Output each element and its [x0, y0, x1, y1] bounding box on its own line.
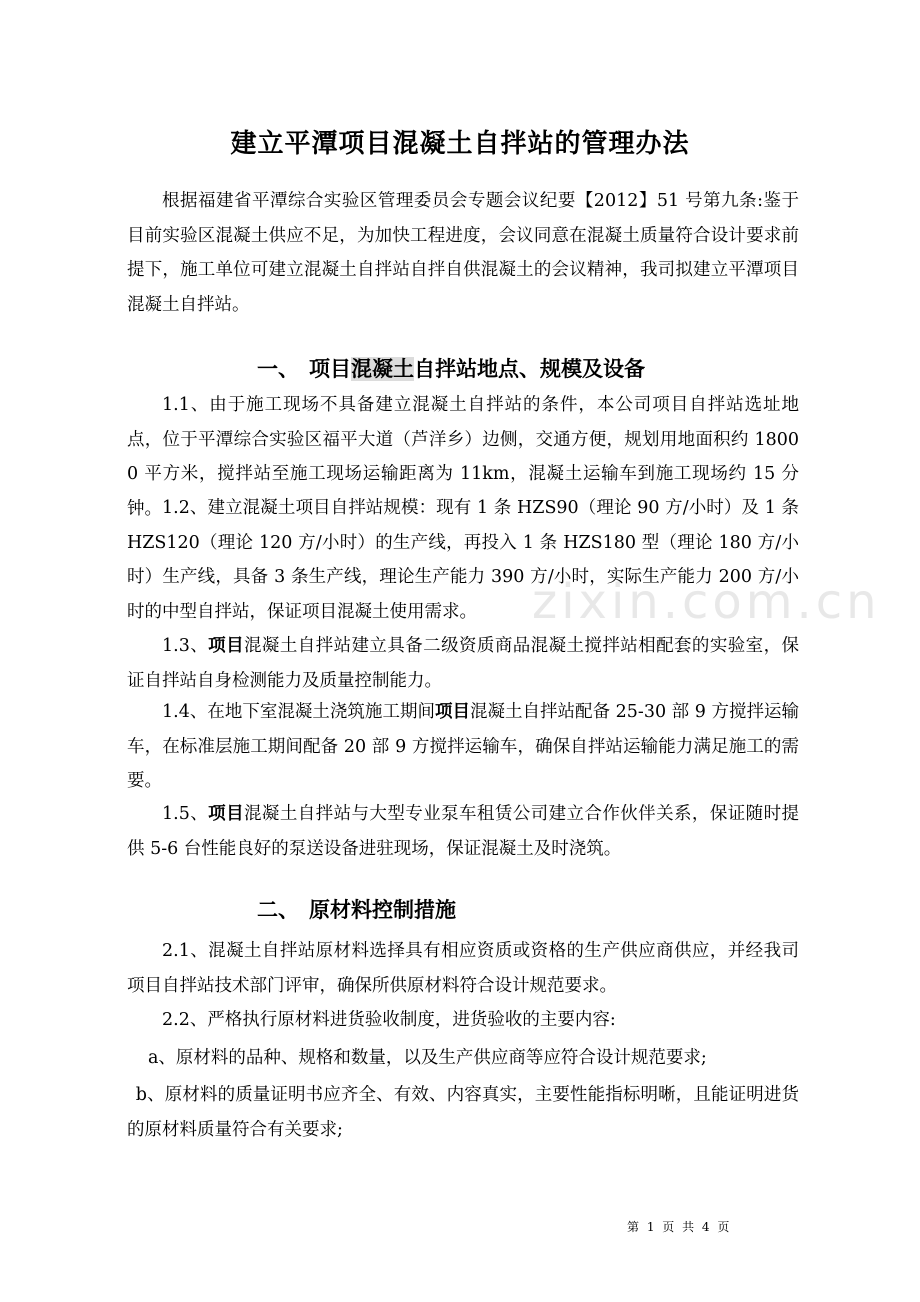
paragraph-2-1: 2.1、混凝土自拌站原材料选择具有相应资质或资格的生产供应商供应，并经我司项目自拌站技术部门评审，确保所供原材料符合设计规范要求。	[127, 941, 799, 996]
section-1-title-post: 自拌站地点、规模及设备	[414, 357, 645, 381]
section-1-title-highlight: 混凝土	[351, 357, 414, 381]
paragraph-2-2: 2.2、严格执行原材料进货验收制度，进货验收的主要内容:	[162, 1010, 616, 1030]
paragraph-1-4	[127, 695, 799, 799]
intro-paragraph: 根据福建省平潭综合实验区管理委员会专题会议纪要【2012】51 号第九条:鉴于目前实验区混凝土供应不足，为加快工程进度，会议同意在混凝土质量符合设计要求前提下，施工单位可建立混凝土自拌站自拌自供混凝土的会议精神，我司拟建立平潭项目混凝土自拌站。	[127, 191, 799, 315]
paragraph-1-4-pre: 1.4、在地下室混凝土浇筑施工期间	[162, 702, 435, 722]
paragraph-1-5-text: 混凝土自拌站与大型专业泵车租赁公司建立合作伙伴关系，保证随时提供 5-6 台性能良好的泵送设备进驻现场，保证混凝土及时浇筑。	[127, 804, 800, 859]
section-1-heading	[257, 352, 857, 386]
paragraph-1-3	[127, 629, 799, 698]
paragraph-1-4-text: 混凝土自拌站配备 25-30 部 9 方搅拌运输车，在标准层施工期间配备 20 部 9 方搅拌运输车，确保自拌站运输能力满足施工的需要。	[127, 702, 799, 791]
section-1-title-pre: 项目	[309, 357, 351, 381]
paragraph-1-1: 1.1、由于施工现场不具备建立混凝土自拌站的条件，本公司项目自拌站选址地点，位于平潭综合实验区福平大道（芦洋乡）边侧，交通方便，规划用地面积约 18000 平方米，搅拌站至施工现场运输距离为 11km，混凝土运输车到施工现场约 15 分钟。	[127, 395, 799, 519]
paragraph-1-4-bold: 项目	[434, 702, 470, 722]
watermark: zixin.com.cn	[532, 574, 881, 630]
paragraph-1-3-number: 1.3、	[162, 636, 209, 656]
paragraph-1-5-bold: 项目	[208, 804, 245, 824]
section-1-number: 一、	[257, 357, 299, 381]
section-2-title: 原材料控制措施	[309, 898, 456, 922]
list-item-a: a、原材料的品种、规格和数量，以及生产供应商等应符合设计规范要求;	[148, 1048, 707, 1068]
paragraph-1-5	[127, 797, 799, 866]
section-2-heading	[257, 893, 857, 927]
document-title: 建立平潭项目混凝土自拌站的管理办法	[230, 129, 690, 159]
page-footer: 第 1 页 共 4 页	[627, 1220, 730, 1234]
section-2-number: 二、	[257, 898, 299, 922]
paragraph-1-3-bold: 项目	[208, 636, 245, 656]
paragraph-1-5-number: 1.5、	[162, 804, 209, 824]
paragraph-1-3-text: 混凝土自拌站建立具备二级资质商品混凝土搅拌站相配套的实验室，保证自拌站自身检测能力及质量控制能力。	[127, 636, 800, 691]
paragraph-1-2: 1.2、建立混凝土项目自拌站规模：现有 1 条 HZS90（理论 90 方/小时）及 1 条 HZS120（理论 120 方/小时）的生产线，再投入 1 条 HZS180 型（理论 180 方/小时）生产线，具备 3 条生产线，理论生产能力 390 方/小时，实际生产能力 200 方/小时的中型自拌站，保证项目混凝土使用需求。	[127, 498, 799, 622]
list-item-b: b、原材料的质量证明书应齐全、有效、内容真实，主要性能指标明晰，且能证明进货的原材料质量符合有关要求;	[127, 1085, 799, 1140]
